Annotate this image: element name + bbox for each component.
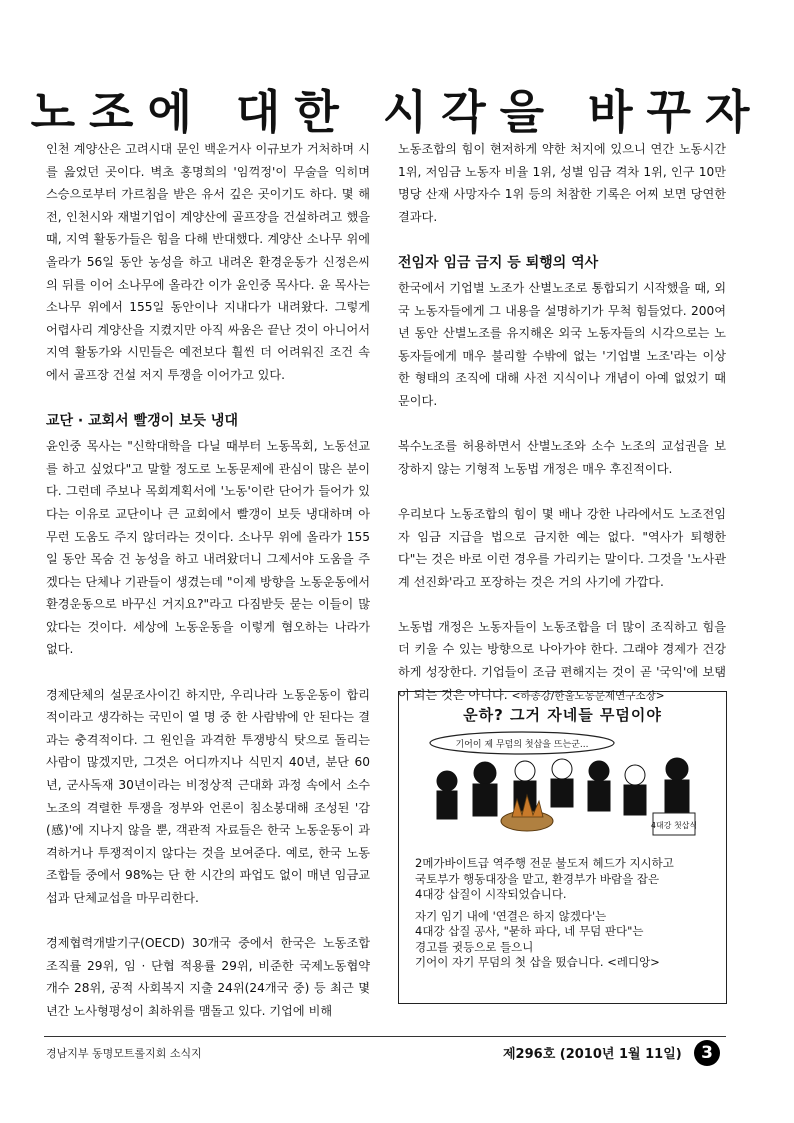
section-heading: 전임자 임금 금지 등 퇴행의 역사 — [398, 254, 599, 271]
article-title: 노조에 대한 시각을 바꾸자 — [30, 85, 764, 139]
cartoon-line: 국토부가 행동대장을 맡고, 환경부가 바람을 잡은 — [415, 871, 660, 886]
paragraph: 우리보다 노동조합의 힘이 몇 배나 강한 나라에서도 노조전임자 임금 지급을 법으로 금지한 예는 없다. "역사가 퇴행한다"는 것은 바로 이런 경우를 가리키는 말이다. 그것을 '노사관계 선진화'라고 포장하는 것은 거의 사기에 가깝다. — [398, 506, 726, 589]
cartoon-line: 4대강 삽질이 시작되었습니다. — [415, 887, 567, 901]
cartoon-line: 기어이 자기 무덤의 첫 삽을 떴습니다. <레디앙> — [415, 955, 660, 969]
author-credit: <하종강/한울노동문제연구소장> — [511, 689, 665, 702]
page-number: 3 — [694, 1040, 720, 1066]
paragraph: 윤인중 목사는 "신학대학을 다닐 때부터 노동목회, 노동선교를 하고 싶었다"고 말할 정도로 노동문제에 관심이 많은 분이다. 그런데 주보나 목회계획서에 '노동'이란 단어가 들어가 있다는 이유로 교단이나 큰 교회에서 빨갱이 보듯 냉대하며 아무런 도움도 주지 않더라는 것이다. 소나무 위에 올라가 155일 동안 목숨 건 농성을 하고 내려왔더니 그제서야 도움을 주겠다는 단체나 기관들이 생겼는데 "이제 방향을 노동운동에서 환경운동으로 바꾸신 거지요?"라고 다짐받듯 묻는 이들이 많았다는 것이다. 세상에 노동운동을 이렇게 혐오하는 나라가 없다. — [46, 439, 370, 657]
issue-info: 제296호 (2010년 1월 11일) — [503, 1047, 682, 1062]
right-column — [398, 138, 726, 707]
cartoon-line: 2메가바이트급 역주행 전문 불도저 헤드가 지시하고 — [415, 856, 674, 870]
cartoon-sign-text: 4대강 첫삽식 — [650, 821, 698, 830]
section-heading: 교단 · 교회서 빨갱이 보듯 냉대 — [46, 413, 238, 430]
cartoon-description — [415, 856, 715, 971]
footer-divider — [44, 1036, 726, 1037]
cartoon-box — [398, 691, 727, 1004]
left-column — [46, 138, 370, 1023]
speech-bubble-text: 기어이 제 무덤의 첫삽을 뜨는군... — [455, 740, 589, 750]
paragraph: 한국에서 기업별 노조가 산별노조로 통합되기 시작했을 때, 외국 노동자들에게 그 내용을 설명하기가 무척 힘들었다. 200여년 동안 산별노조를 유지해온 외국 노동자들의 시각으로는 노동자들에게 매우 불리할 수밖에 없는 '기업별 노조'라는 이상한 형태의 조직에 대해 사전 지식이나 개념이 아예 없었기 때문이다. — [398, 280, 726, 408]
cartoon-headline: 운하? 그거 자네들 무덤이야 — [463, 706, 662, 724]
paragraph: 인천 계양산은 고려시대 문인 백운거사 이규보가 거처하며 시를 읊었던 곳이다. 벽초 홍명희의 '임꺽정'이 무술을 익히며 스승으로부터 가르침을 받은 유서 깊은 곳이기도 하다. 몇 해 전, 인천시와 재벌기업이 계양산에 골프장을 건설하려고 했을 때, 지역 활동가들은 힘을 다해 반대했다. 계양산 소나무 위에 올라가 56일 동안 농성을 하고 내려온 환경운동가 신정은씨의 뒤를 이어 소나무에 올라간 이가 윤인중 목사다. 윤 목사는 소나무 위에서 155일 동안이나 지내다가 내려왔다. 그렇게 어렵사리 계양산을 지켰지만 아직 싸움은 끝난 것이 아니어서 지역 활동가와 시민들은 예전보다 훨씬 더 어려워진 조건 속에서 골프장 건설 저지 투쟁을 이어가고 있다. — [46, 142, 370, 382]
paragraph: 노동조합의 힘이 현저하게 약한 처지에 있으니 연간 노동시간 1위, 저임금 노동자 비율 1위, 성별 임금 격차 1위, 인구 10만명당 산재 사망자수 1위 등의 처참한 기록은 어찌 보면 당연한 결과다. — [398, 142, 726, 224]
paragraph: 경제협력개발기구(OECD) 30개국 중에서 한국은 노동조합 조직률 29위, 임 · 단협 적용률 29위, 비준한 국제노동협약 개수 28위, 공적 사회복지 지출 24위(24개국 중) 등 최근 몇 년간 노사형평성이 최하위를 맴돌고 있다. 기업에 비해 — [46, 936, 370, 1018]
cartoon-illustration — [417, 729, 708, 839]
paragraph-text: 노동법 개정은 노동자들이 노동조합을 더 많이 조직하고 힘을 더 키울 수 있는 방향으로 나아가야 한다. 그래야 경제가 건강하게 성장한다. 기업들이 조금 편해지는 것이 곧 '국익'에 보탬이 되는 것은 아니다. — [398, 619, 726, 702]
cartoon-line: 4대강 삽질 공사, "묻하 파다, 네 무덤 판다"는 — [415, 924, 644, 938]
paragraph: 경제단체의 설문조사이긴 하지만, 우리나라 노동운동이 합리적이라고 생각하는 국민이 열 명 중 한 사람밖에 안 된다는 결과는 충격적이다. 그 원인을 과격한 투쟁방식 탓으로 돌리는 사람이 많겠지만, 그것은 어디까지나 식민지 40년, 분단 60년, 군사독재 30년이라는 비정상적 근대화 과정 속에서 소수 노조의 격렬한 투쟁을 정부와 언론이 침소봉대해 조성된 '감(感)'에 지나지 않을 뿐, 객관적 자료들은 한국 노동운동이 과격하거나 투쟁적이지 않다는 것을 보여준다. 예로, 한국 노동조합들 중에서 98%는 단 한 시간의 파업도 없이 매년 임금교섭과 단체교섭을 마무리한다. — [46, 687, 370, 905]
cartoon-line: 자기 임기 내에 '연결은 하지 않겠다'는 — [415, 908, 607, 923]
paragraph: 복수노조를 허용하면서 산별노조와 소수 노조의 교섭권을 보장하지 않는 기형적 노동법 개정은 매우 후진적이다. — [398, 439, 726, 476]
newsletter-name: 경남지부 동명모트롤지회 소식지 — [46, 1047, 202, 1060]
cartoon-line: 경고를 귓등으로 들으니 — [415, 939, 534, 954]
